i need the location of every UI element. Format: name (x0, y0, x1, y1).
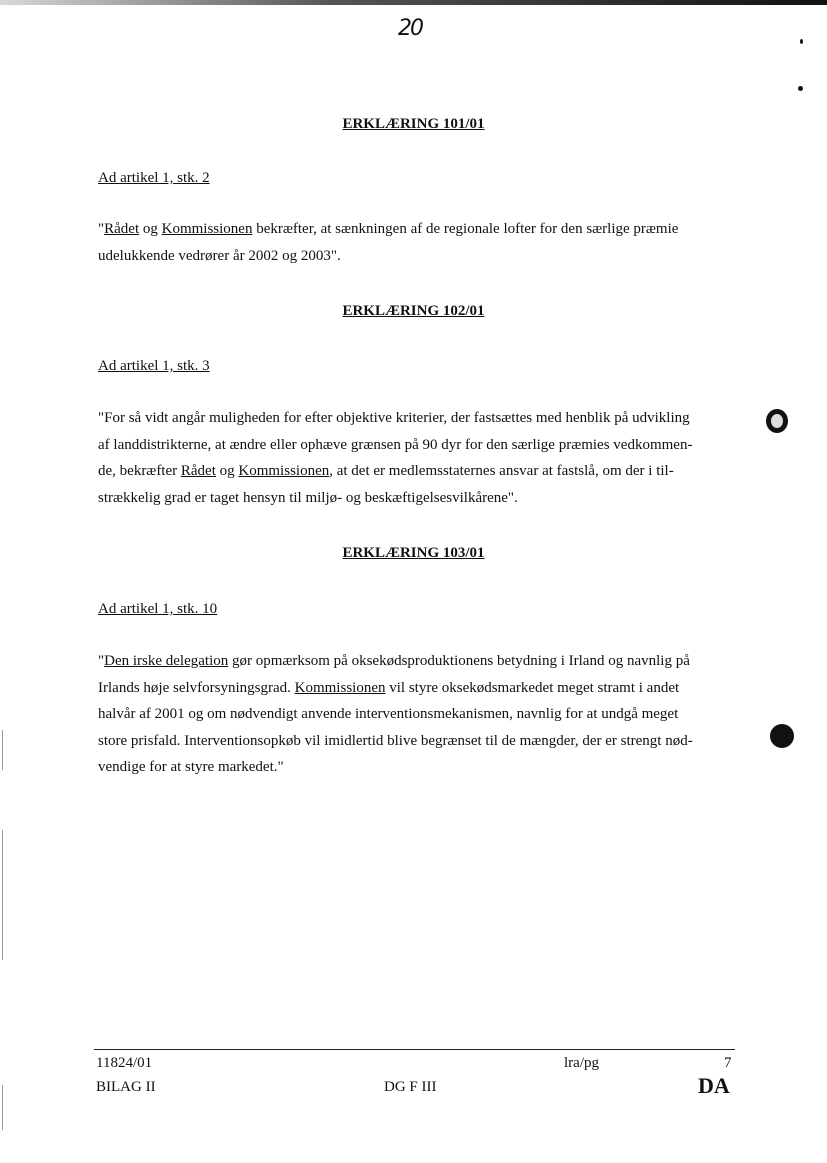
underlined-term: Kommissionen (161, 221, 253, 237)
scan-edge-mark (2, 830, 3, 960)
text-line (98, 243, 738, 270)
scan-speck (800, 39, 803, 44)
scan-speck (798, 86, 803, 91)
text-line (98, 485, 738, 512)
handwritten-page-number: 20 (398, 16, 422, 41)
text-line (98, 675, 738, 702)
text-line (98, 754, 738, 781)
annex-label: BILAG II (96, 1079, 156, 1095)
underlined-term: Rådet (180, 463, 216, 479)
text-line (98, 728, 738, 755)
language-code: DA (698, 1073, 730, 1098)
text-segment: af landdistrikterne, at ændre eller ophæve grænsen på 90 dyr for den særlige præmies vedkommen- (98, 436, 693, 453)
article-reference: Ad artikel 1, stk. 3 (98, 358, 210, 374)
text-segment: halvår af 2001 og om nødvendigt anvende interventionsmekanismen, navnlig for at undgå meget (98, 706, 679, 722)
article-reference: Ad artikel 1, stk. 2 (98, 170, 210, 186)
text-segment: udelukkende vedrører år 2002 og 2003". (98, 247, 341, 264)
text-segment: bekræfter, at sænkningen af de regionale lofter for den særlige præmie (252, 221, 679, 237)
text-segment: de, bekræfter (98, 463, 181, 479)
text-segment: vendige for at styre markedet." (98, 759, 284, 775)
text-line (98, 648, 738, 675)
article-reference: Ad artikel 1, stk. 10 (98, 601, 218, 617)
punch-hole-icon (770, 724, 794, 748)
text-segment: store prisfald. Interventionsopkøb vil imidlertid blive begrænset til de mængder, der er strengt nød- (98, 732, 693, 749)
document-number: 11824/01 (96, 1055, 153, 1071)
directorate-label: DG F III (384, 1079, 437, 1095)
text-line (98, 458, 738, 485)
text-segment: og (139, 221, 162, 237)
declaration-text (98, 648, 738, 781)
text-segment: strækkelig grad er taget hensyn til miljø- og beskæftigelsesvilkårene". (98, 489, 518, 506)
scan-edge-mark (2, 730, 3, 770)
initials: lra/pg (564, 1055, 599, 1071)
declaration-title: ERKLÆRING 102/01 (342, 303, 485, 319)
punch-hole-icon (766, 409, 788, 433)
text-line (98, 405, 738, 432)
scan-top-edge (0, 0, 827, 5)
underlined-term: Kommissionen (238, 463, 330, 479)
text-segment: Irlands høje selvforsyningsgrad. (98, 679, 295, 696)
declaration-title: ERKLÆRING 103/01 (342, 545, 485, 561)
declaration-title: ERKLÆRING 101/01 (342, 116, 485, 132)
declaration-text (98, 405, 738, 511)
text-segment: " (98, 221, 105, 237)
declaration-text (98, 216, 738, 269)
page-number: 7 (724, 1055, 732, 1071)
text-segment: og (215, 463, 239, 479)
text-segment: gør opmærksom på oksekødsproduktionens betydning i Irland og navnlig på (228, 653, 690, 669)
text-line (98, 216, 738, 243)
text-line (98, 432, 738, 459)
underlined-term: Rådet (104, 221, 140, 237)
text-segment: " (98, 653, 105, 669)
underlined-term: Kommissionen (294, 679, 386, 696)
text-segment: , at det er medlemsstaternes ansvar at fastslå, om der i til- (329, 463, 674, 479)
underlined-term: Den irske delegation (104, 653, 229, 669)
text-segment: "For så vidt angår muligheden for efter objektive kriterier, der fastsættes med henblik på udvikling (98, 410, 690, 426)
scan-edge-mark (2, 1085, 3, 1130)
text-line (98, 701, 738, 728)
footer-divider (94, 1049, 735, 1050)
text-segment: vil styre oksekødsmarkedet meget stramt i andet (385, 679, 680, 696)
